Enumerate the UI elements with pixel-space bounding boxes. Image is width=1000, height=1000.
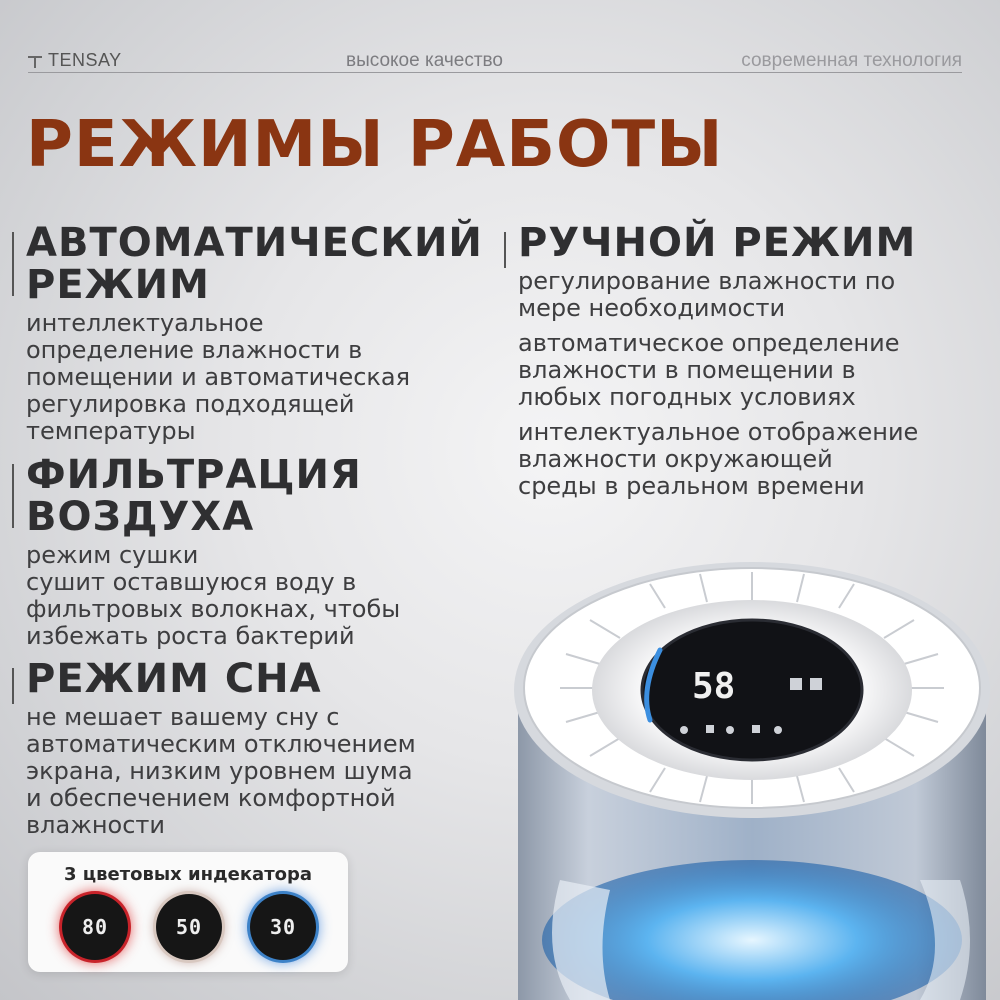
control-display xyxy=(642,620,862,760)
brand-name: TENSAY xyxy=(48,50,122,70)
section-text: режим сушки сушит оставшуюся воду в фильтровых волокнах, чтобы избежать роста бактерий xyxy=(26,541,401,650)
tagline-technology: современная технология xyxy=(741,50,962,71)
section-text: не мешает вашему сну с автоматическим отключением экрана, низким уровнем шума и обеспечением комфортной влажности xyxy=(26,703,416,839)
page-title: РЕЖИМЫ РАБОТЫ xyxy=(26,108,724,182)
indicator-value: 80 xyxy=(81,915,109,939)
indicator-value: 30 xyxy=(269,915,297,939)
section-text: интеллектуальное определение влажности в помещении и автоматическая регулировка подходящей температуры xyxy=(26,309,411,445)
brand-logo-icon xyxy=(28,54,42,68)
display-humidity-value: 58 xyxy=(692,666,736,707)
brand-logo xyxy=(28,50,122,71)
section-heading: АВТОМАТИЧЕСКИЙ РЕЖИМ xyxy=(26,220,483,308)
indicator-dial-white xyxy=(156,894,222,960)
humidifier-illustration xyxy=(500,550,1000,1000)
section-text: автоматическое определение влажности в помещении в любых погодных условиях xyxy=(518,329,900,411)
indicator-dial-red xyxy=(62,894,128,960)
section-text: интелектуальное отображение влажности окружающей среды в реальном времени xyxy=(518,418,919,500)
section-heading: РЕЖИМ СНА xyxy=(26,656,322,702)
color-indicators-card xyxy=(28,852,348,972)
indicator-dial-blue xyxy=(250,894,316,960)
header-bar xyxy=(28,44,962,73)
section-sleep-mode xyxy=(26,658,496,839)
indicators-title: 3 цветовых индекатора xyxy=(63,864,313,885)
section-air-filtration xyxy=(26,454,496,650)
indicator-value: 50 xyxy=(175,915,203,939)
section-auto-mode xyxy=(26,222,496,445)
tagline-quality: высокое качество xyxy=(346,50,503,71)
section-text: регулирование влажности по мере необходимости xyxy=(518,267,896,322)
section-manual-mode xyxy=(518,222,988,500)
section-heading: ФИЛЬТРАЦИЯ ВОЗДУХА xyxy=(26,452,362,540)
section-heading: РУЧНОЙ РЕЖИМ xyxy=(518,220,917,266)
